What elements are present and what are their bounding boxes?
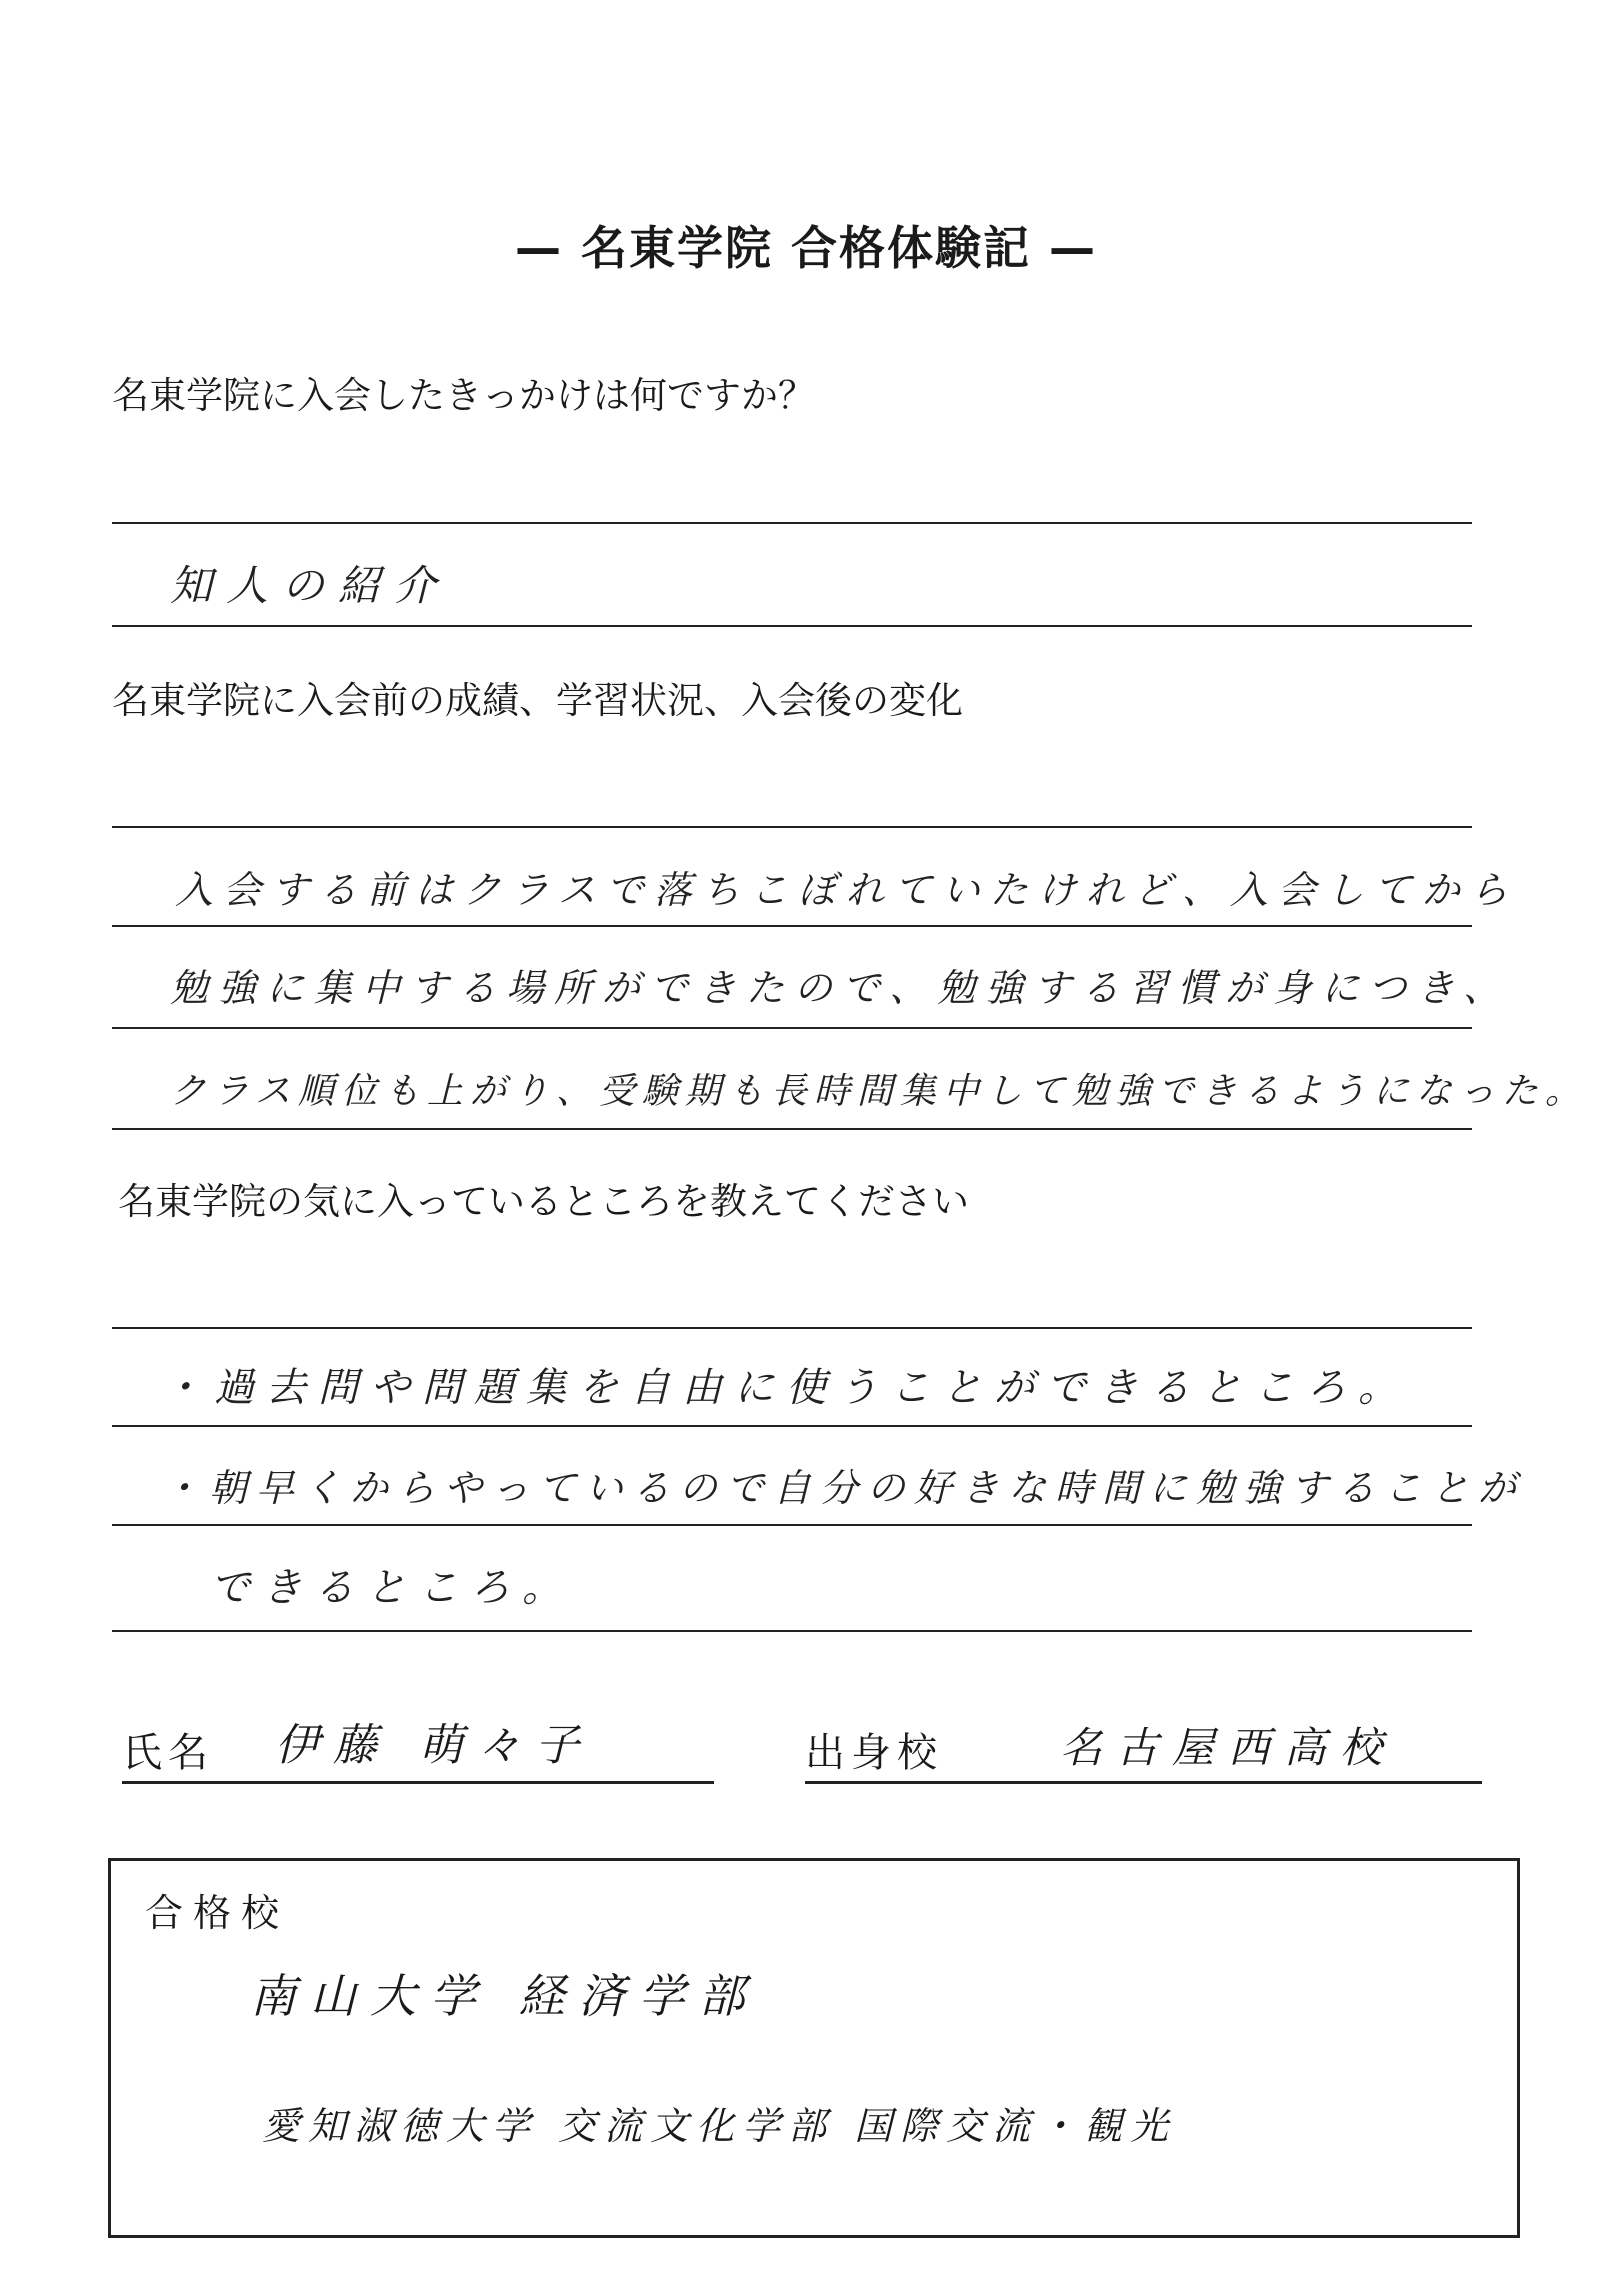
answer-2-line-1: 入会する前はクラスで落ちこぼれていたけれど、入会してから xyxy=(175,868,1518,912)
school-value: 名古屋西高校 xyxy=(1060,1723,1397,1772)
answer-rule xyxy=(112,1327,1472,1329)
answer-rule xyxy=(112,625,1472,627)
answer-rule xyxy=(112,826,1472,828)
passed-schools-box xyxy=(108,1858,1520,2238)
answer-rule xyxy=(112,925,1472,927)
answer-rule xyxy=(112,522,1472,524)
answer-1-line-1: 知人の紹介 xyxy=(170,561,451,610)
answer-2-line-3: クラス順位も上がり、受験期も長時間集中して勉強できるようになった。 xyxy=(170,1071,1588,1112)
name-underline xyxy=(122,1781,714,1784)
answer-rule xyxy=(112,1524,1472,1526)
question-2: 名東学院に入会前の成績、学習状況、入会後の変化 xyxy=(112,679,963,722)
name-label: 氏名 xyxy=(122,1730,214,1776)
answer-3-line-1: ・過去問や問題集を自由に使うことができるところ。 xyxy=(162,1365,1410,1411)
school-underline xyxy=(805,1781,1482,1784)
question-3: 名東学院の気に入っているところを教えてください xyxy=(118,1180,969,1223)
answer-rule xyxy=(112,1425,1472,1427)
answer-rule xyxy=(112,1027,1472,1029)
passed-school-1: 南山大学 経済学部 xyxy=(250,1969,759,2023)
school-label: 出身校 xyxy=(805,1730,943,1776)
answer-3-line-2: ・朝早くからやっているので自分の好きな時間に勉強することが xyxy=(162,1466,1526,1510)
passed-schools-label: 合格校 xyxy=(145,1891,290,1935)
answer-rule xyxy=(112,1128,1472,1130)
question-1: 名東学院に入会したきっかけは何ですか？ xyxy=(112,374,815,417)
name-value: 伊藤 萌々子 xyxy=(275,1720,593,1771)
passed-school-2: 愛知淑徳大学 交流文化学部 国際交流・観光 xyxy=(262,2104,1177,2148)
answer-2-line-2: 勉強に集中する場所ができたので、勉強する習慣が身につき、 xyxy=(170,966,1511,1010)
page-title: — 名東学院 合格体験記 — xyxy=(514,221,1098,275)
answer-rule xyxy=(112,1630,1472,1632)
answer-3-line-3: できるところ。 xyxy=(210,1565,574,1611)
